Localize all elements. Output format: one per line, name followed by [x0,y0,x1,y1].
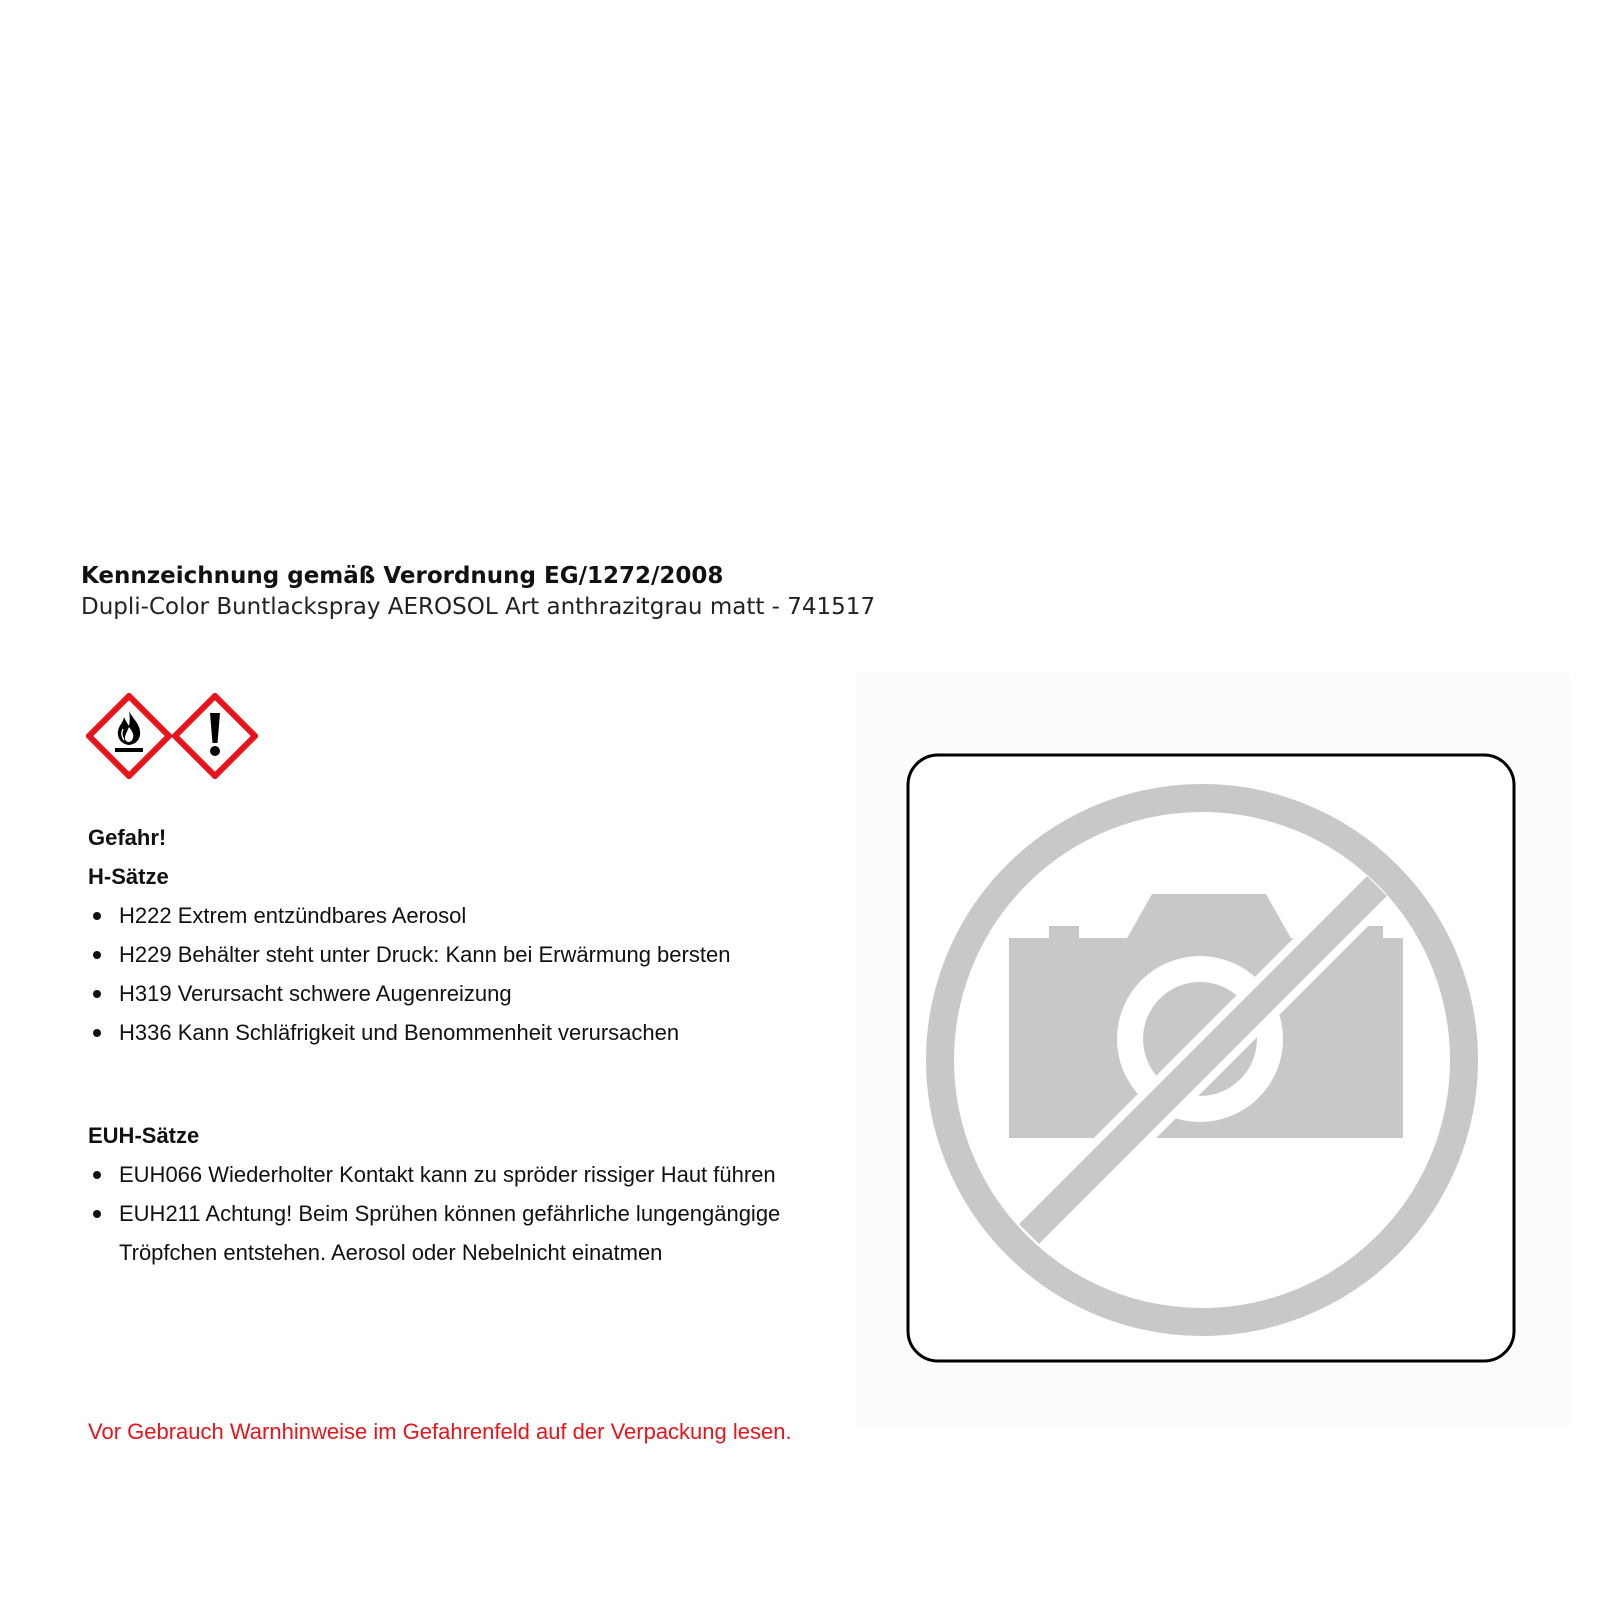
euh-statements-list [88,1155,828,1272]
list-item: H336 Kann Schläfrigkeit und Benommenheit verursachen [88,1013,828,1052]
product-image-placeholder [856,673,1570,1429]
exclamation-hazard-icon [175,696,255,776]
section-spacer [88,1052,828,1116]
h-statements-list [88,896,828,1052]
product-name: Dupli-Color Buntlackspray AEROSOL Art anthrazitgrau matt - 741517 [81,594,876,620]
list-item: EUH211 Achtung! Beim Sprühen können gefährliche lungengängige Tröpfchen entstehen. Aerosol oder Nebelnicht einatmen [88,1194,828,1272]
flame-hazard-icon [89,696,169,776]
hazard-label [88,818,828,1272]
ghs-pictograms [86,693,258,779]
warning-note: Vor Gebrauch Warnhinweise im Gefahrenfeld auf der Verpackung lesen. [88,1419,792,1444]
pictogram-row [86,693,258,779]
page-title: Kennzeichnung gemäß Verordnung EG/1272/2008 [81,563,724,589]
h-statements-title: H-Sätze [88,864,169,889]
list-item: H319 Verursacht schwere Augenreizung [88,974,828,1013]
no-photo-icon [856,673,1570,1429]
list-item: H222 Extrem entzündbares Aerosol [88,896,828,935]
list-item: EUH066 Wiederholter Kontakt kann zu spröder rissiger Haut führen [88,1155,828,1194]
euh-statements-title: EUH-Sätze [88,1123,200,1148]
signal-word: Gefahr! [88,825,167,850]
list-item: H229 Behälter steht unter Druck: Kann bei Erwärmung bersten [88,935,828,974]
